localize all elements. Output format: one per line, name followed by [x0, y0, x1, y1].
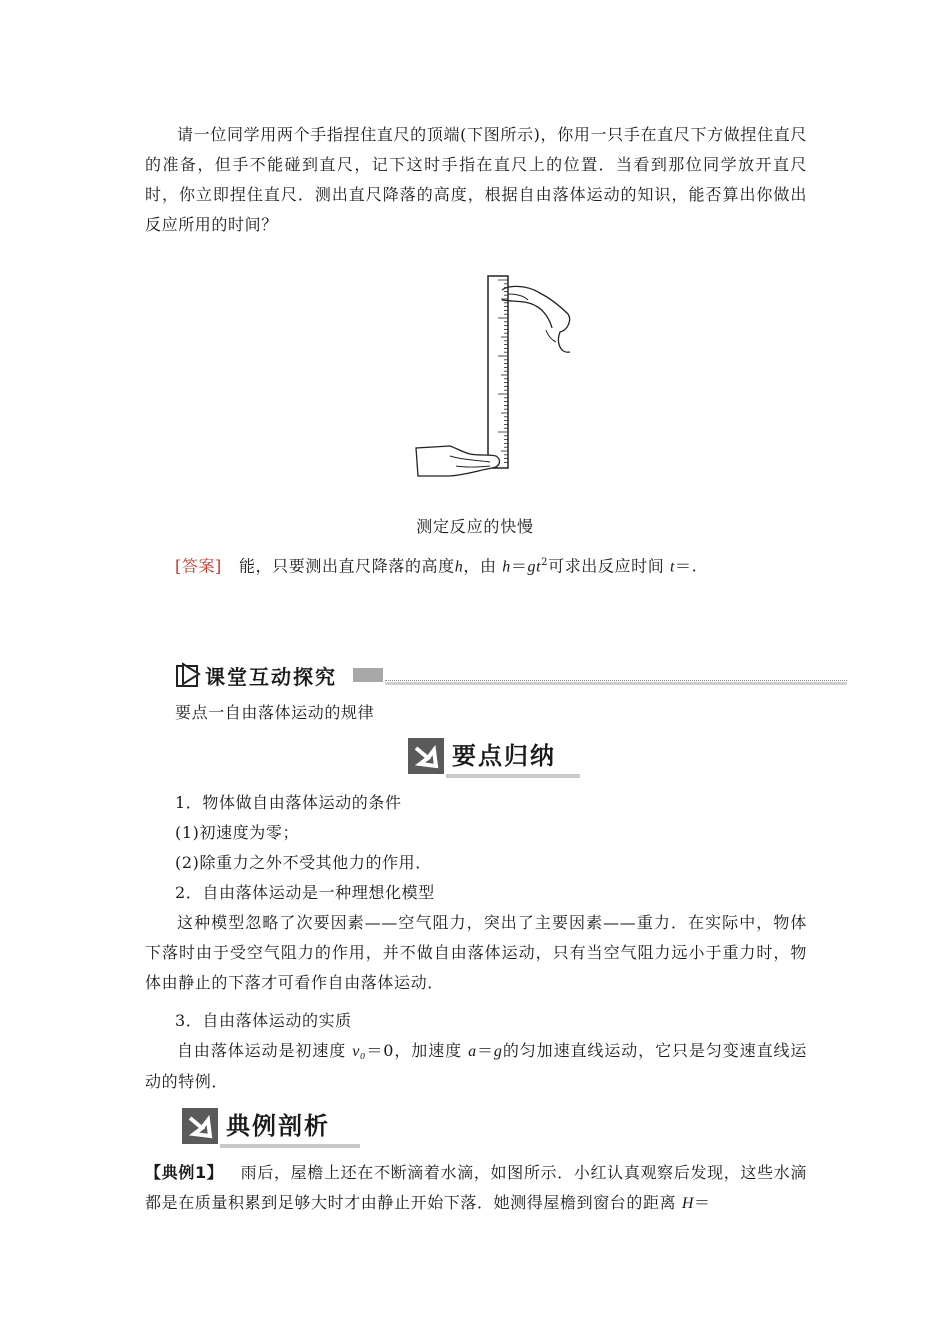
answer-sup: 2 [541, 557, 549, 568]
example-end: ＝ [694, 1193, 711, 1212]
item1-b: (2)除重力之外不受其他力的作用． [175, 853, 432, 872]
example-header-text: 典例剖析 [226, 1112, 330, 1140]
arrow-down-right-icon [408, 738, 444, 774]
answer-text-b: ，由 [463, 556, 497, 576]
section-title: 课堂互动探究 [205, 665, 337, 689]
example-text [145, 1158, 807, 1219]
answer-line [175, 548, 697, 582]
example-var-H: H [681, 1195, 695, 1212]
item3-body [145, 1036, 807, 1097]
item3-g: g [493, 1043, 503, 1060]
item2-title: 2．自由落体运动是一种理想化模型 [175, 883, 435, 902]
answer-formula-gt: gt [527, 558, 542, 576]
item3-text-a: 自由落体运动是初速度 [177, 1041, 347, 1060]
play-arrow-icon [175, 662, 201, 688]
item3-title: 3．自由落体运动的实质 [175, 1011, 352, 1030]
item3-text-c: 的匀加速直线运动，它只是匀变速直线运动的特例． [145, 1041, 808, 1091]
intro-question: 请一位同学用两个手指捏住直尺的顶端(下图所示)，你用一只手在直尺下方做捏住直尺的准备，但手不能碰到直尺，记下这时手指在直尺上的位置．当看到那位同学放开直尺时，你立即捏住直尺．测出直尺降落的高度，根据自由落体运动的知识，能否算出你做出反应所用的时间？ [145, 125, 807, 234]
answer-var-h: h [454, 558, 464, 576]
example-body: 雨后，屋檐上还在不断滴着水滴，如图所示．小红认真观察后发现，这些水滴都是在质量积累到足够大时才由静止开始下落．她测得屋檐到窗台的距离 [145, 1163, 807, 1212]
example-header-icon [182, 1108, 218, 1144]
summary-header-icon [408, 738, 444, 774]
example-header-underline [220, 1144, 360, 1148]
ruler-hands-figure [410, 270, 580, 480]
item3-text-b: ＝0，加速度 [366, 1041, 463, 1060]
answer-eq: ＝ [510, 556, 528, 576]
summary-header-text: 要点归纳 [452, 742, 556, 770]
item3-v0: v₀ [352, 1043, 367, 1060]
section-grey-block [353, 668, 383, 682]
example-header [182, 1108, 360, 1144]
section-header-bar [175, 660, 847, 690]
section-grey-line [385, 682, 847, 685]
arrow-down-right-icon [182, 1108, 218, 1144]
answer-text-c: 可求出反应时间 [548, 556, 665, 576]
answer-var-t: t [670, 558, 676, 576]
item3-eq: ＝ [476, 1041, 494, 1060]
item1-a: (1)初速度为零； [175, 823, 300, 842]
section-dotted-line [385, 680, 847, 681]
item3-a-var: a [468, 1043, 477, 1060]
answer-end: ＝. [675, 556, 698, 576]
item2-body: 这种模型忽略了次要因素——空气阻力，突出了主要因素——重力．在实际中，物体下落时由于受空气阻力的作用，并不做自由落体运动，只有当空气阻力远小于重力时，物体由静止的下落才可看作自由落体运动． [145, 913, 807, 992]
answer-text-a: 能，只要测出直尺降落的高度 [238, 556, 455, 576]
section-subtitle: 要点一自由落体运动的规律 [175, 703, 375, 722]
item1-title: 1．物体做自由落体运动的条件 [175, 793, 402, 812]
figure-caption: 测定反应的快慢 [416, 517, 534, 536]
answer-formula-h: h [502, 558, 511, 576]
example-label: 【典例1】 [145, 1163, 224, 1182]
answer-tag: [答案] [175, 556, 222, 576]
summary-header [408, 738, 580, 774]
summary-header-underline [446, 774, 580, 778]
